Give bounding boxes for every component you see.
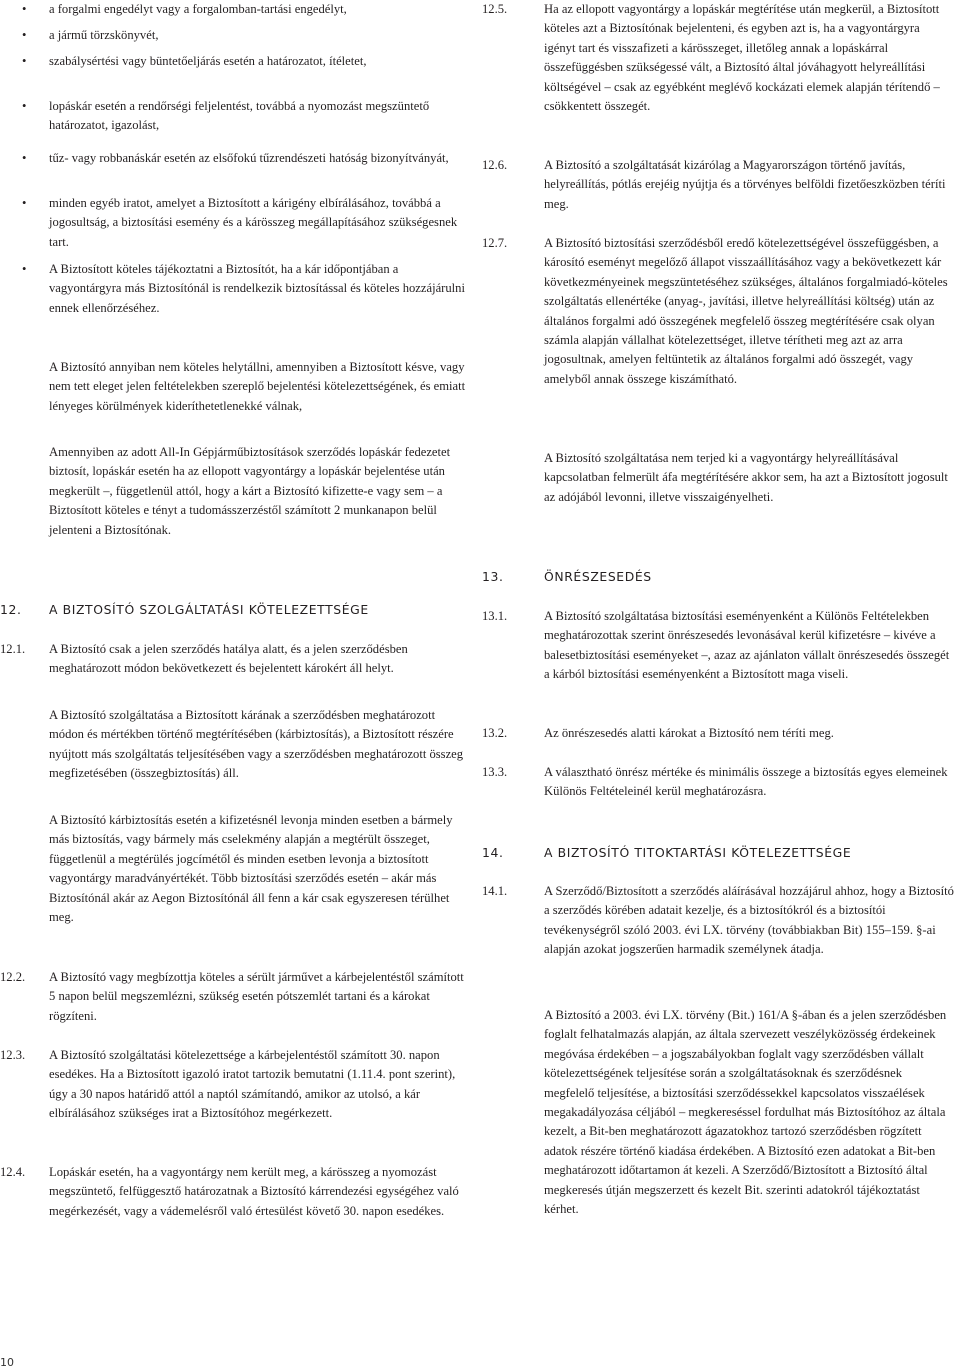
bullet-icon: • [22, 54, 27, 68]
bullet-icon: • [22, 2, 27, 16]
list-item [22, 97, 470, 136]
list-item-text: tűz- vagy robbanáskár esetén az elsőfokú tűzrendészeti hatóság bizonyítványát, [49, 151, 449, 165]
list-item-text: a jármű törzskönyvét, [49, 28, 159, 42]
list-item [22, 52, 470, 71]
list-item [22, 194, 470, 252]
paragraph: A Biztosító szolgáltatása nem terjed ki a vagyontárgy helyreállításával kapcsolatban felmerült áfa megtérítésére akkor sem, ha azt a Biztosított jogosult az adójából levonni, illetve visszaigényelheti. [544, 451, 948, 504]
paragraph: A Biztosító szolgáltatása a Biztosított kárának a szerződésben meghatározott módon és mértékben történő megtérítésében (kárbiztosítás), a Biztosított részére nyújtott más szolgáltatás teljesítésében vagy a szerződésben meghatározott összeg megfizetésében (összegbiztosítás) áll. [49, 708, 464, 781]
list-item [22, 26, 470, 45]
list-item-text: minden egyéb iratot, amelyet a Biztosított a kárigény elbírálásához, továbbá a jogosultság, a biztosítási esemény és a kárösszeg megállapításához szükségesnek tart. [49, 196, 458, 249]
paragraph: A Biztosító a 2003. évi LX. törvény (Bit.) 161/A §-ában és a jelen szerződésben foglalt felhatalmazás alapján, az általa szervezett veszélyközösség érdekeinek megóvása érdekében – a jogszabályokban foglalt vagy szerződésben vállalt kötelezettségének teljesítése során a szolgáltatásoknak és szerződésnek megfelelő teljesítése, a biztosítási szerződéssekkel kapcsolatos visszaélések megakadályozása céljából – megkereséssel fordulhat más Biztosítóhoz az általa kezelt, a Bit-ben meghatározott ágazatokhoz tartozó szerződésben rögzített adatok részére történő kiadása érdekében. A Biztosító ezen adatokat a Bit-ben meghatározott időtartamon át kezeli. A Szerződő/Biztosított a Biztosító által megkeresés útján megszerzett és kezelt Bit. szerinti adatokról tájékoztatást kérhet. [544, 1008, 947, 1217]
list-item-text: lopáskár esetén a rendőrségi feljelentést, továbbá a nyomozást megszüntető határozatot, igazolást, [49, 99, 430, 133]
bullet-icon: • [22, 262, 27, 276]
paragraph: A Biztosító kárbiztosítás esetén a kifizetésnél levonja minden esetben a bármely más biztosítás, vagy bármely más cselekmény alapján a megtérült összeget, függetlenül a megtérülés jogcímétől és minden esetben levonja a biztosított vagyontárgy maradványértékét. Több biztosítási szerződés esetén – akár más Biztosítónál akár az Aegon Biztosítónál áll fenn a kár csak egyszeresen térülhet meg. [49, 813, 453, 925]
bullet-icon: • [22, 196, 27, 210]
list-item-text: a forgalmi engedélyt vagy a forgalomban-tartási engedélyt, [49, 2, 347, 16]
page-number: 10 [0, 1356, 14, 1369]
bullet-icon: • [22, 99, 27, 113]
list-item-text: A Biztosított köteles tájékoztatni a Biztosítót, ha a kár időpontjában a vagyontárgyra más Biztosítónál is rendelkezik biztosítással és köteles hozzájárulni ennek ellenőrzéséhez. [49, 262, 465, 315]
list-item [22, 149, 470, 168]
bullet-icon: • [22, 28, 27, 42]
bullet-icon: • [22, 151, 27, 165]
list-item [22, 260, 470, 318]
list-item [22, 0, 470, 19]
paragraph: A Biztosító annyiban nem köteles helytállni, amennyiben a Biztosított késve, vagy nem tett eleget jelen feltételekben szereplő bejelentési kötelezettségének, és emiatt lényeges körülmények kideríthetetlenekké válnak, [49, 360, 466, 413]
list-item-text: szabálysértési vagy büntetőeljárás esetén a határozatot, ítéletet, [49, 54, 367, 68]
paragraph: Amennyiben az adott All-In Gépjárműbiztosítások szerződés lopáskár fedezetet biztosít, lopáskár esetén ha az ellopott vagyontárgy a lopáskár bejelentése után megkerült –, függetlenül attól, hogy a kárt a Biztosító kifizette-e vagy sem – a Biztosított köteles e tényt a tudomásszerzéstől számított 2 munkanapon belül jelenteni a Biztosítónak. [49, 445, 451, 537]
